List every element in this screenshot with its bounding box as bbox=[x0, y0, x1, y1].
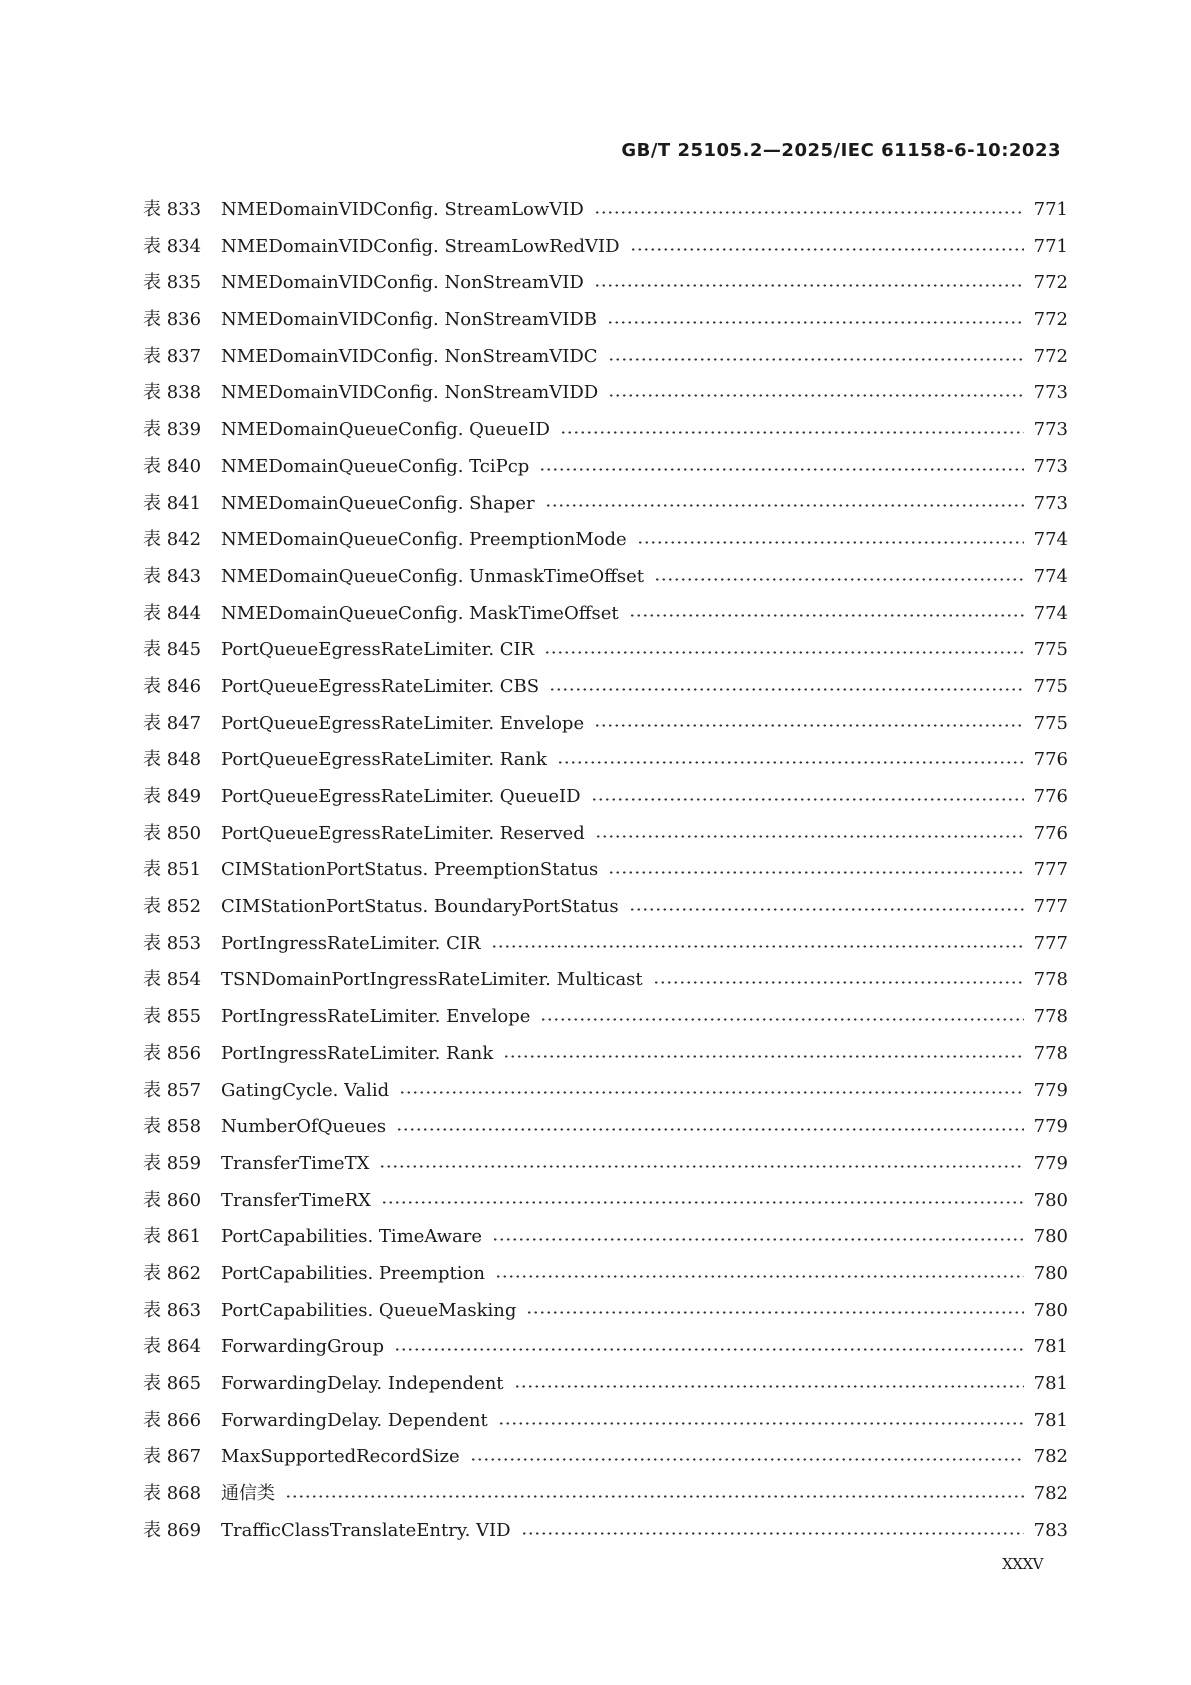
toc-entry-title: PortIngressRateLimiter. Envelope bbox=[221, 1006, 531, 1028]
dot-leader bbox=[285, 1495, 1024, 1498]
toc-entry-number: 表 839 bbox=[143, 419, 202, 441]
toc-entry-number: 表 863 bbox=[143, 1299, 202, 1321]
toc-entry-title: PortCapabilities. TimeAware bbox=[221, 1226, 482, 1248]
dot-leader bbox=[608, 871, 1023, 874]
toc-entry[interactable] bbox=[143, 1256, 1068, 1293]
toc-entry[interactable] bbox=[143, 1109, 1068, 1146]
dot-leader bbox=[379, 1165, 1023, 1168]
toc-entry-number: 表 855 bbox=[143, 1006, 202, 1028]
toc-entry[interactable] bbox=[143, 816, 1068, 853]
toc-entry-page: 773 bbox=[1033, 455, 1068, 477]
dot-leader bbox=[594, 284, 1024, 287]
toc-entry-number: 表 835 bbox=[143, 272, 202, 294]
toc-entry-page: 778 bbox=[1033, 1042, 1068, 1064]
dot-leader bbox=[549, 688, 1024, 691]
dot-leader bbox=[470, 1458, 1024, 1461]
toc-entry[interactable] bbox=[143, 669, 1068, 706]
dot-leader bbox=[594, 724, 1024, 727]
toc-entry-title: PortQueueEgressRateLimiter. QueueID bbox=[221, 786, 581, 807]
toc-entry[interactable] bbox=[143, 375, 1068, 412]
toc-entry-page: 776 bbox=[1033, 749, 1068, 771]
toc-entry-number: 表 851 bbox=[143, 859, 202, 881]
dot-leader bbox=[654, 578, 1024, 581]
toc-entry-title: NMEDomainQueueConfig. MaskTimeOffset bbox=[221, 602, 619, 624]
toc-entry[interactable] bbox=[143, 962, 1068, 999]
dot-leader bbox=[540, 1018, 1023, 1021]
toc-entry-title: PortQueueEgressRateLimiter. Rank bbox=[221, 749, 547, 771]
toc-entry-page: 771 bbox=[1033, 235, 1068, 257]
toc-entry-title: NMEDomainVIDConfig. NonStreamVIDC bbox=[221, 345, 598, 367]
toc-entry[interactable] bbox=[143, 1403, 1068, 1440]
toc-entry-page: 780 bbox=[1033, 1299, 1068, 1321]
toc-entry-title: PortCapabilities. Preemption bbox=[221, 1262, 485, 1284]
toc-entry-number: 表 846 bbox=[143, 675, 202, 697]
toc-entry[interactable] bbox=[143, 1183, 1068, 1220]
toc-entry-title: PortQueueEgressRateLimiter. Envelope bbox=[221, 712, 585, 734]
toc-entry-number: 表 857 bbox=[143, 1079, 202, 1101]
toc-entry-page: 772 bbox=[1033, 272, 1068, 294]
dot-leader bbox=[544, 651, 1023, 654]
dot-leader bbox=[396, 1128, 1024, 1131]
toc-entry-page: 783 bbox=[1033, 1519, 1068, 1541]
toc-entry[interactable] bbox=[143, 1146, 1068, 1183]
toc-entry-number: 表 841 bbox=[143, 492, 202, 514]
toc-entry-number: 表 858 bbox=[143, 1116, 202, 1138]
dot-leader bbox=[381, 1201, 1024, 1204]
toc-entry[interactable] bbox=[143, 486, 1068, 523]
toc-entry-title: ForwardingDelay. Dependent bbox=[221, 1409, 488, 1431]
toc-entry-number: 表 850 bbox=[143, 822, 202, 844]
toc-entry-title: NMEDomainVIDConfig. NonStreamVID bbox=[221, 272, 584, 294]
dot-leader bbox=[492, 1238, 1024, 1241]
dot-leader bbox=[653, 981, 1024, 984]
toc-entry-number: 表 852 bbox=[143, 896, 202, 918]
toc-entry-page: 781 bbox=[1033, 1409, 1068, 1431]
toc-entry-page: 781 bbox=[1033, 1373, 1068, 1394]
toc-entry[interactable] bbox=[143, 559, 1068, 596]
toc-entry-number: 表 848 bbox=[143, 749, 202, 771]
dot-leader bbox=[560, 431, 1024, 434]
toc-entry-page: 779 bbox=[1033, 1152, 1068, 1174]
toc-entry-number: 表 866 bbox=[143, 1409, 202, 1431]
toc-entry-title: PortCapabilities. QueueMasking bbox=[221, 1299, 517, 1321]
toc-entry-page: 775 bbox=[1033, 639, 1068, 661]
toc-entry[interactable] bbox=[143, 229, 1068, 266]
toc-entry-number: 表 860 bbox=[143, 1189, 202, 1211]
toc-entry[interactable] bbox=[143, 1439, 1068, 1476]
toc-entry[interactable] bbox=[143, 889, 1068, 926]
toc-entry[interactable] bbox=[143, 926, 1068, 963]
toc-entry-number: 表 847 bbox=[143, 712, 202, 734]
toc-entry-number: 表 840 bbox=[143, 455, 202, 477]
toc-entry[interactable] bbox=[143, 412, 1068, 449]
toc-entry-number: 表 833 bbox=[143, 199, 202, 220]
toc-entry-number: 表 862 bbox=[143, 1262, 202, 1284]
toc-entry-title: NMEDomainVIDConfig. NonStreamVIDD bbox=[221, 382, 599, 404]
toc-entry-title: TSNDomainPortIngressRateLimiter. Multicast bbox=[221, 969, 643, 991]
toc-entry-title: NMEDomainQueueConfig. UnmaskTimeOffset bbox=[221, 565, 645, 587]
toc-entry-title: GatingCycle. Valid bbox=[221, 1079, 390, 1101]
toc-entry-number: 表 869 bbox=[143, 1519, 202, 1541]
toc-entry-page: 773 bbox=[1033, 419, 1068, 441]
toc-entry-title: TrafficClassTranslateEntry. VID bbox=[221, 1519, 511, 1541]
dot-leader bbox=[591, 798, 1024, 801]
toc-entry[interactable] bbox=[143, 522, 1068, 559]
toc-entry-page: 781 bbox=[1033, 1336, 1068, 1358]
dot-leader bbox=[495, 1275, 1024, 1278]
toc-entry-page: 780 bbox=[1033, 1226, 1068, 1248]
toc-entry-title: NMEDomainVIDConfig. StreamLowRedVID bbox=[221, 235, 620, 257]
dot-leader bbox=[394, 1348, 1024, 1351]
toc-entry-title: PortQueueEgressRateLimiter. Reserved bbox=[221, 822, 585, 844]
toc-entry-number: 表 865 bbox=[143, 1373, 202, 1394]
dot-leader bbox=[526, 1311, 1023, 1314]
toc-entry-number: 表 834 bbox=[143, 235, 202, 257]
toc-entry-title: NMEDomainQueueConfig. Shaper bbox=[221, 492, 535, 514]
toc-entry-title: NumberOfQueues bbox=[221, 1116, 387, 1138]
toc-entry-title: PortIngressRateLimiter. Rank bbox=[221, 1042, 494, 1064]
toc-entry-page: 777 bbox=[1033, 932, 1068, 954]
toc-entry-number: 表 853 bbox=[143, 932, 202, 954]
toc-entry[interactable] bbox=[143, 632, 1068, 669]
dot-leader bbox=[594, 211, 1024, 214]
dot-leader bbox=[498, 1422, 1024, 1425]
toc-entry[interactable] bbox=[143, 449, 1068, 486]
toc-entry-title: NMEDomainVIDConfig. NonStreamVIDB bbox=[221, 309, 598, 331]
toc-entry-number: 表 837 bbox=[143, 345, 202, 367]
toc-entry-title: NMEDomainVIDConfig. StreamLowVID bbox=[221, 199, 584, 220]
toc-entry-title: MaxSupportedRecordSize bbox=[221, 1446, 460, 1468]
toc-entry-title: PortQueueEgressRateLimiter. CBS bbox=[221, 675, 540, 697]
toc-entry-page: 782 bbox=[1033, 1483, 1068, 1505]
dot-leader bbox=[521, 1532, 1024, 1535]
toc-entry-page: 780 bbox=[1033, 1262, 1068, 1284]
toc-entry-page: 772 bbox=[1033, 345, 1068, 367]
toc-entry[interactable] bbox=[143, 1293, 1068, 1330]
toc-entry-number: 表 843 bbox=[143, 565, 202, 587]
table-of-contents bbox=[143, 192, 1068, 1549]
toc-entry[interactable] bbox=[143, 999, 1068, 1036]
toc-entry-page: 782 bbox=[1033, 1446, 1068, 1468]
page-header: GB/T 25105.2—2025/IEC 61158-6-10:2023 bbox=[621, 140, 1061, 161]
dot-leader bbox=[608, 394, 1023, 397]
toc-entry[interactable] bbox=[143, 779, 1068, 816]
toc-entry-number: 表 856 bbox=[143, 1042, 202, 1064]
dot-leader bbox=[503, 1055, 1023, 1058]
toc-entry[interactable] bbox=[143, 706, 1068, 743]
toc-entry-page: 774 bbox=[1033, 602, 1068, 624]
toc-entry-title: NMEDomainQueueConfig. TciPcp bbox=[221, 455, 530, 477]
toc-entry[interactable] bbox=[143, 596, 1068, 633]
toc-entry-page: 772 bbox=[1033, 309, 1068, 331]
toc-entry-page: 780 bbox=[1033, 1189, 1068, 1211]
toc-entry[interactable] bbox=[143, 1219, 1068, 1256]
toc-entry-title: TransferTimeRX bbox=[221, 1189, 371, 1211]
toc-entry-title: NMEDomainQueueConfig. QueueID bbox=[221, 419, 550, 441]
toc-entry-page: 778 bbox=[1033, 969, 1068, 991]
toc-entry-page: 775 bbox=[1033, 712, 1068, 734]
toc-entry-title: CIMStationPortStatus. PreemptionStatus bbox=[221, 859, 599, 881]
toc-entry-page: 773 bbox=[1033, 492, 1068, 514]
toc-entry[interactable] bbox=[143, 1513, 1068, 1550]
toc-entry-number: 表 844 bbox=[143, 602, 202, 624]
dot-leader bbox=[539, 468, 1023, 471]
toc-entry[interactable] bbox=[143, 1366, 1068, 1403]
toc-entry-number: 表 854 bbox=[143, 969, 202, 991]
dot-leader bbox=[514, 1385, 1024, 1388]
toc-entry-number: 表 836 bbox=[143, 309, 202, 331]
dot-leader bbox=[629, 614, 1024, 617]
toc-entry-number: 表 859 bbox=[143, 1152, 202, 1174]
toc-entry-page: 773 bbox=[1033, 382, 1068, 404]
toc-entry[interactable] bbox=[143, 852, 1068, 889]
toc-entry[interactable] bbox=[143, 1476, 1068, 1513]
toc-entry-page: 777 bbox=[1033, 896, 1068, 918]
toc-entry-number: 表 838 bbox=[143, 382, 202, 404]
toc-entry-title: PortQueueEgressRateLimiter. CIR bbox=[221, 639, 535, 661]
dot-leader bbox=[629, 908, 1024, 911]
dot-leader bbox=[607, 321, 1024, 324]
toc-entry-number: 表 864 bbox=[143, 1336, 202, 1358]
toc-entry-page: 776 bbox=[1033, 786, 1068, 807]
toc-entry-page: 774 bbox=[1033, 565, 1068, 587]
toc-entry-number: 表 861 bbox=[143, 1226, 202, 1248]
toc-entry-page: 778 bbox=[1033, 1006, 1068, 1028]
dot-leader bbox=[545, 504, 1024, 507]
toc-entry[interactable] bbox=[143, 302, 1068, 339]
dot-leader bbox=[595, 835, 1024, 838]
toc-entry-number: 表 845 bbox=[143, 639, 202, 661]
toc-entry-title: ForwardingDelay. Independent bbox=[221, 1373, 504, 1394]
toc-entry-title: 通信类 bbox=[221, 1483, 275, 1505]
toc-entry-page: 776 bbox=[1033, 822, 1068, 844]
dot-leader bbox=[491, 945, 1024, 948]
dot-leader bbox=[630, 248, 1024, 251]
toc-entry[interactable] bbox=[143, 1036, 1068, 1073]
toc-entry-title: PortIngressRateLimiter. CIR bbox=[221, 932, 481, 954]
toc-entry-title: NMEDomainQueueConfig. PreemptionMode bbox=[221, 529, 627, 551]
toc-entry-page: 777 bbox=[1033, 859, 1068, 881]
toc-entry-title: TransferTimeTX bbox=[221, 1152, 370, 1174]
page-number: XXXV bbox=[1002, 1555, 1043, 1573]
toc-entry-number: 表 842 bbox=[143, 529, 202, 551]
toc-entry[interactable] bbox=[143, 1073, 1068, 1110]
toc-entry-page: 779 bbox=[1033, 1116, 1068, 1138]
toc-entry[interactable] bbox=[143, 1329, 1068, 1366]
dot-leader bbox=[608, 358, 1024, 361]
toc-entry-title: CIMStationPortStatus. BoundaryPortStatus bbox=[221, 896, 619, 918]
toc-entry[interactable] bbox=[143, 265, 1068, 302]
toc-entry-page: 771 bbox=[1033, 199, 1068, 220]
dot-leader bbox=[557, 761, 1024, 764]
toc-entry-page: 779 bbox=[1033, 1079, 1068, 1101]
toc-entry-page: 774 bbox=[1033, 529, 1068, 551]
toc-entry[interactable] bbox=[143, 339, 1068, 376]
toc-entry[interactable] bbox=[143, 742, 1068, 779]
toc-entry-number: 表 868 bbox=[143, 1483, 202, 1505]
toc-entry-number: 表 867 bbox=[143, 1446, 202, 1468]
toc-entry[interactable] bbox=[143, 192, 1068, 229]
toc-entry-title: ForwardingGroup bbox=[221, 1336, 385, 1358]
dot-leader bbox=[637, 541, 1024, 544]
toc-entry-page: 775 bbox=[1033, 675, 1068, 697]
dot-leader bbox=[399, 1091, 1023, 1094]
toc-entry-number: 表 849 bbox=[143, 786, 202, 807]
